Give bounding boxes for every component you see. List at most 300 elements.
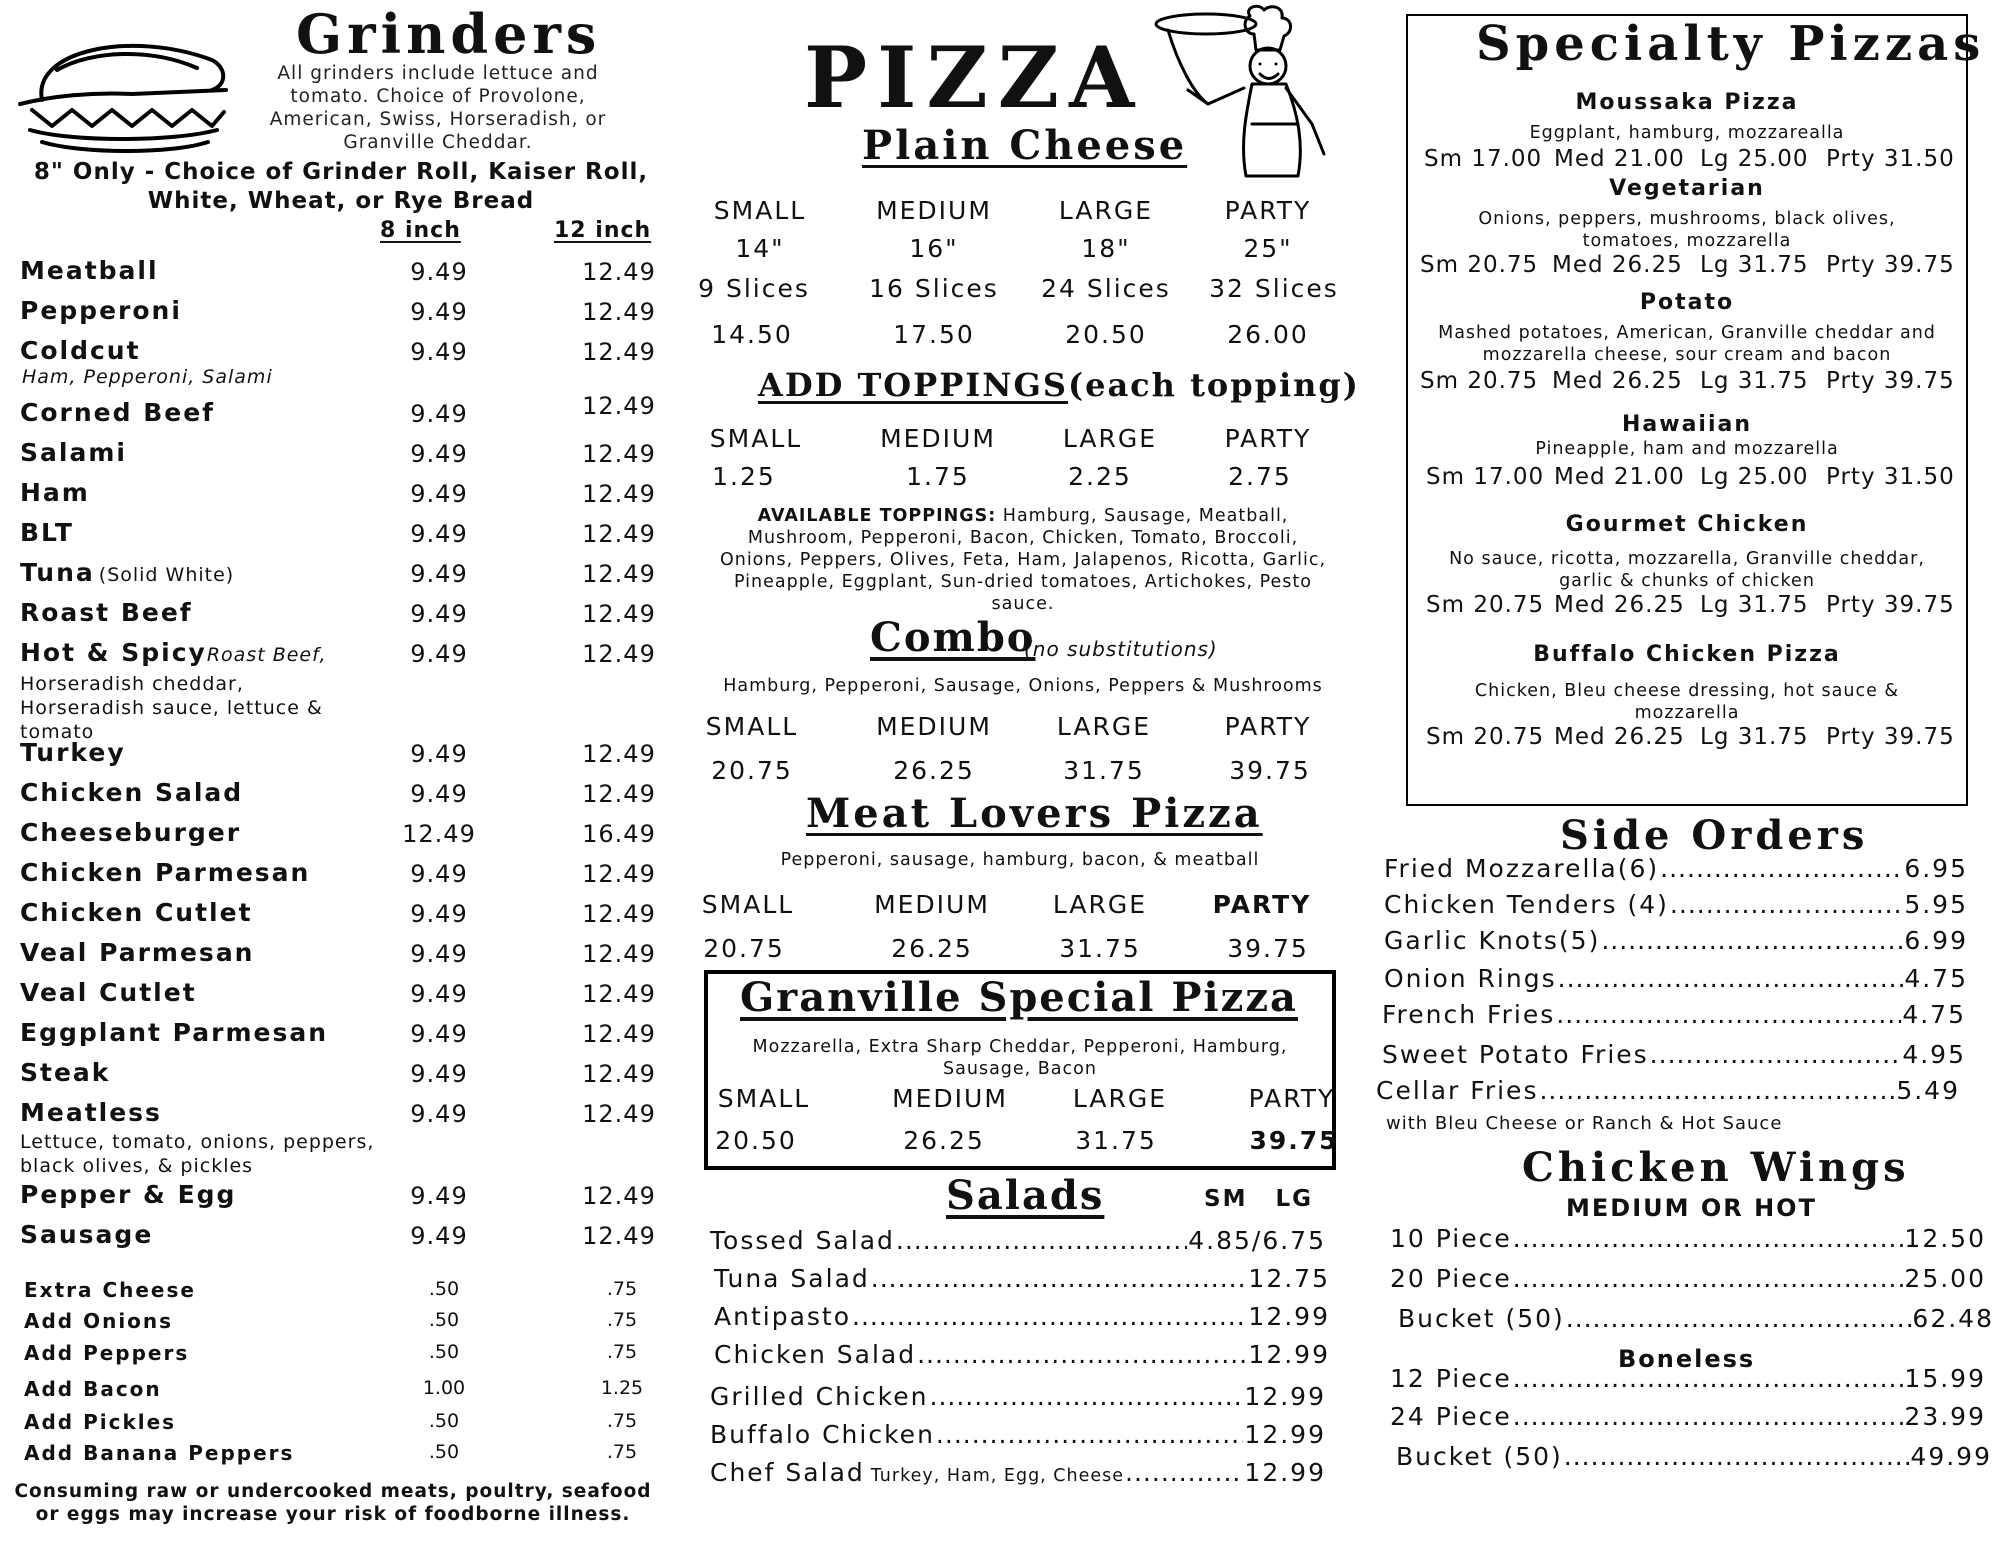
boneless-wing-name bbox=[1390, 1364, 1512, 1393]
salad-name-text: Buffalo Chicken bbox=[710, 1420, 935, 1449]
grinder-row bbox=[20, 778, 660, 818]
side-order-price: 4.75 bbox=[1904, 964, 1968, 993]
side-order-price: 4.75 bbox=[1902, 1000, 1966, 1029]
grinder-row bbox=[20, 1098, 660, 1177]
grinder-subtext: Horseradish cheddar, Horseradish sauce, lettuce & tomato bbox=[20, 673, 323, 743]
salad-row bbox=[710, 1420, 1326, 1449]
grinder-price-8-inch: 9.49 bbox=[410, 1020, 468, 1048]
grinder-price-8-inch: 9.49 bbox=[410, 1100, 468, 1128]
grinder-row bbox=[20, 638, 660, 743]
specialty-pizza-price: Sm 17.00 bbox=[1426, 464, 1545, 490]
specialty-pizza-name: Vegetarian bbox=[1609, 176, 1765, 201]
grinder-row bbox=[20, 818, 660, 858]
grinder-sandwich-illustration bbox=[12, 30, 232, 158]
grinder-price-8-inch: 9.49 bbox=[410, 860, 468, 888]
salads-title: Salads bbox=[946, 1172, 1105, 1219]
extra-price-12-inch: .75 bbox=[606, 1341, 638, 1363]
grinder-name-text: Meatless bbox=[20, 1098, 162, 1127]
grinder-name bbox=[20, 336, 141, 365]
side-order-row bbox=[1384, 926, 1968, 955]
specialty-pizza-price: Lg 31.75 bbox=[1700, 724, 1809, 750]
grinder-price-12-inch: 12.49 bbox=[582, 1222, 656, 1250]
specialty-pizza-description: Chicken, Bleu cheese dressing, hot sauce & mozzarella bbox=[1474, 681, 1900, 723]
specialty-pizza-price: Prty 39.75 bbox=[1826, 368, 1955, 394]
specialty-pizza-description: No sauce, ricotta, mozzarella, Granville cheddar, garlic & chunks of chicken bbox=[1449, 549, 1925, 591]
grinder-row bbox=[20, 558, 660, 598]
grinder-row bbox=[20, 738, 660, 778]
foodborne-illness-warning: Consuming raw or undercooked meats, poultry, seafood or eggs may increase your risk of foodborne illness. bbox=[14, 1481, 652, 1525]
grinder-name-text: Tuna bbox=[20, 558, 95, 587]
dotted-leader bbox=[1650, 1040, 1902, 1069]
granville-price: 39.75 bbox=[1249, 1126, 1339, 1155]
grinder-price-8-inch: 9.49 bbox=[410, 980, 468, 1008]
plain-inches: 14" bbox=[735, 234, 785, 263]
dotted-leader bbox=[1539, 1076, 1895, 1105]
specialty-pizza-price: Prty 39.75 bbox=[1826, 592, 1955, 618]
wing-name bbox=[1390, 1224, 1512, 1253]
salads-size-header: SM LG bbox=[1204, 1186, 1313, 1212]
grinder-name-text: Pepperoni bbox=[20, 296, 182, 325]
grinder-row bbox=[20, 336, 660, 388]
side-order-name bbox=[1384, 890, 1669, 919]
side-order-name bbox=[1382, 1000, 1555, 1029]
toppings-size-label: LARGE bbox=[1062, 424, 1158, 453]
extra-price-12-inch: .75 bbox=[606, 1278, 638, 1300]
grinder-name bbox=[20, 738, 126, 767]
grinder-price-12-inch: 12.49 bbox=[582, 338, 656, 366]
plain-slices: 24 Slices bbox=[1041, 274, 1171, 303]
grinder-name bbox=[20, 478, 90, 507]
grinder-row bbox=[20, 392, 660, 438]
grinder-row bbox=[20, 1018, 660, 1058]
specialty-pizza-price: Lg 31.75 bbox=[1700, 252, 1809, 278]
salad-name-text: Tuna Salad bbox=[714, 1264, 870, 1293]
specialty-pizza-description: Mashed potatoes, American, Granville cheddar and mozzarella cheese, sour cream and bacon bbox=[1438, 323, 1936, 365]
toppings-price: 1.25 bbox=[712, 462, 776, 491]
boneless-wing-row bbox=[1390, 1364, 1986, 1393]
combo-size-label: SMALL bbox=[705, 712, 799, 741]
grinder-name bbox=[20, 398, 215, 427]
boneless-label: Boneless bbox=[1618, 1345, 1756, 1373]
grinder-subtext: Ham, Pepperoni, Salami bbox=[22, 366, 273, 388]
grinder-price-8-inch: 9.49 bbox=[410, 740, 468, 768]
grinder-name bbox=[20, 1220, 153, 1249]
meat-lovers-price: 31.75 bbox=[1059, 934, 1141, 963]
grinder-name-text: Roast Beef bbox=[20, 598, 193, 627]
salad-price: 12.99 bbox=[1244, 1382, 1326, 1411]
side-order-name-text: Cellar Fries bbox=[1376, 1076, 1539, 1105]
dotted-leader bbox=[1660, 854, 1903, 883]
grinder-price-12-inch: 12.49 bbox=[582, 520, 656, 548]
grinder-name-text: Turkey bbox=[20, 738, 126, 767]
boneless-wing-name bbox=[1396, 1442, 1563, 1471]
plain-inches: 18" bbox=[1081, 234, 1131, 263]
grinder-note: (Solid White) bbox=[98, 564, 235, 586]
dotted-leader bbox=[1513, 1402, 1904, 1431]
specialty-pizza-price: Sm 20.75 bbox=[1420, 368, 1539, 394]
grinder-name bbox=[20, 818, 241, 847]
grinder-price-12-inch: 12.49 bbox=[582, 900, 656, 928]
granville-price: 26.25 bbox=[903, 1126, 985, 1155]
grinder-name bbox=[20, 1180, 236, 1209]
dotted-leader bbox=[1564, 1442, 1910, 1471]
side-order-row bbox=[1382, 1040, 1966, 1069]
extra-name: Add Bacon bbox=[24, 1377, 162, 1401]
plain-size-label: PARTY bbox=[1224, 196, 1312, 225]
grinder-price-8-inch: 9.49 bbox=[410, 520, 468, 548]
boneless-wing-name-text: 12 Piece bbox=[1390, 1364, 1512, 1393]
granville-size-label: MEDIUM bbox=[892, 1084, 1008, 1113]
combo-price: 26.25 bbox=[893, 756, 975, 785]
extra-price-8-inch: .50 bbox=[428, 1341, 460, 1363]
grinder-name bbox=[20, 858, 310, 887]
side-order-name bbox=[1382, 1040, 1649, 1069]
side-order-row bbox=[1382, 1000, 1966, 1029]
extra-price-12-inch: .75 bbox=[606, 1309, 638, 1331]
grinder-price-8-inch: 9.49 bbox=[410, 600, 468, 628]
grinder-subtext: Lettuce, tomato, onions, peppers, black olives, & pickles bbox=[20, 1131, 375, 1177]
extra-row bbox=[24, 1341, 660, 1371]
dotted-leader bbox=[1513, 1364, 1904, 1393]
salad-name bbox=[710, 1382, 929, 1411]
dotted-leader bbox=[1601, 926, 1903, 955]
side-order-name bbox=[1376, 1076, 1538, 1105]
pizza-title: PIZZA bbox=[804, 28, 1145, 127]
dotted-leader bbox=[852, 1302, 1247, 1331]
specialty-pizza-price: Prty 31.50 bbox=[1826, 146, 1955, 172]
grinders-title: Grinders bbox=[296, 2, 602, 66]
salad-price: 12.75 bbox=[1248, 1264, 1330, 1293]
plain-inches: 16" bbox=[909, 234, 959, 263]
grinder-name-text: Steak bbox=[20, 1058, 111, 1087]
extra-price-12-inch: .75 bbox=[606, 1410, 638, 1432]
grinder-row bbox=[20, 518, 660, 558]
wing-row bbox=[1390, 1264, 1986, 1293]
wing-price: 62.48 bbox=[1912, 1304, 1994, 1333]
salad-price: 12.99 bbox=[1248, 1302, 1330, 1331]
dotted-leader bbox=[1513, 1224, 1904, 1253]
extra-row bbox=[24, 1410, 660, 1440]
specialty-pizza-price: Sm 20.75 bbox=[1426, 592, 1545, 618]
grinder-row bbox=[20, 438, 660, 478]
chicken-wings-subtitle: MEDIUM OR HOT bbox=[1566, 1194, 1817, 1222]
side-order-row bbox=[1376, 1076, 1960, 1105]
combo-size-label: PARTY bbox=[1224, 712, 1312, 741]
grinder-price-8-inch: 9.49 bbox=[410, 780, 468, 808]
grinder-price-8-inch: 9.49 bbox=[410, 1060, 468, 1088]
meat-lovers-price: 20.75 bbox=[703, 934, 785, 963]
side-order-name-text: Garlic Knots(5) bbox=[1384, 926, 1601, 955]
specialty-pizza-price: Prty 31.50 bbox=[1826, 464, 1955, 490]
grinder-price-12-inch: 12.49 bbox=[582, 440, 656, 468]
grinder-price-8-inch: 9.49 bbox=[410, 940, 468, 968]
grinder-price-12-inch: 12.49 bbox=[582, 860, 656, 888]
granville-special-description: Mozzarella, Extra Sharp Cheddar, Pepperoni, Hamburg, Sausage, Bacon bbox=[752, 1037, 1288, 1079]
grinder-name bbox=[20, 638, 327, 667]
extra-price-8-inch: .50 bbox=[428, 1441, 460, 1463]
grinder-note: Roast Beef, bbox=[206, 644, 327, 666]
grinder-price-8-inch: 9.49 bbox=[410, 640, 468, 668]
toppings-price: 1.75 bbox=[906, 462, 970, 491]
grinder-price-12-inch: 16.49 bbox=[582, 820, 656, 848]
column-header-12-inch: 12 inch bbox=[554, 218, 652, 243]
dotted-leader bbox=[936, 1420, 1244, 1449]
grinder-row bbox=[20, 256, 660, 296]
grinder-name-text: Sausage bbox=[20, 1220, 154, 1249]
side-order-price: 5.49 bbox=[1896, 1076, 1960, 1105]
granville-special-title: Granville Special Pizza bbox=[740, 974, 1298, 1021]
plain-slices: 32 Slices bbox=[1209, 274, 1339, 303]
side-order-row bbox=[1384, 964, 1968, 993]
grinder-price-8-inch: 9.49 bbox=[410, 258, 468, 286]
grinder-price-12-inch: 12.49 bbox=[582, 600, 656, 628]
extra-row bbox=[24, 1278, 660, 1308]
salad-name-text: Tossed Salad bbox=[710, 1226, 895, 1255]
grinder-row bbox=[20, 938, 660, 978]
salad-name bbox=[710, 1458, 1124, 1487]
grinders-description: All grinders include lettuce and tomato. Choice of Provolone, American, Swiss, Horseradish, or Granville Cheddar. bbox=[269, 63, 607, 153]
combo-note: (no substitutions) bbox=[1024, 637, 1218, 661]
plain-inches: 25" bbox=[1243, 234, 1293, 263]
meat-lovers-size-label: SMALL bbox=[701, 890, 795, 919]
grinder-price-8-inch: 9.49 bbox=[410, 440, 468, 468]
dotted-leader bbox=[930, 1382, 1244, 1411]
grinder-name-text: Ham bbox=[20, 478, 90, 507]
salad-price: 12.99 bbox=[1244, 1420, 1326, 1449]
specialty-pizza-name: Hawaiian bbox=[1621, 412, 1753, 437]
side-order-row bbox=[1384, 890, 1968, 919]
side-order-row bbox=[1384, 854, 1968, 883]
toppings-size-label: PARTY bbox=[1224, 424, 1312, 453]
side-order-name-text: Chicken Tenders (4) bbox=[1384, 890, 1669, 919]
specialty-pizza-price: Sm 20.75 bbox=[1426, 724, 1545, 750]
salad-price: 4.85/6.75 bbox=[1188, 1226, 1326, 1255]
boneless-wing-price: 15.99 bbox=[1904, 1364, 1986, 1393]
salad-price: 12.99 bbox=[1248, 1340, 1330, 1369]
specialty-pizza-price: Sm 17.00 bbox=[1424, 146, 1543, 172]
specialty-pizza-prices bbox=[1406, 464, 1968, 494]
grinder-price-8-inch: 12.49 bbox=[402, 820, 476, 848]
dotted-leader bbox=[1566, 1304, 1912, 1333]
side-order-name bbox=[1384, 854, 1659, 883]
grinder-name-text: Hot & Spicy bbox=[20, 638, 207, 667]
salad-row bbox=[710, 1226, 1326, 1255]
side-orders-title: Side Orders bbox=[1560, 812, 1869, 859]
combo-price: 31.75 bbox=[1063, 756, 1145, 785]
salad-price: 12.99 bbox=[1244, 1458, 1326, 1487]
combo-price: 20.75 bbox=[711, 756, 793, 785]
dotted-leader bbox=[917, 1340, 1247, 1369]
specialty-pizza-price: Med 21.00 bbox=[1554, 146, 1685, 172]
salad-name bbox=[714, 1264, 870, 1293]
salad-note: Turkey, Ham, Egg, Cheese bbox=[870, 1466, 1125, 1486]
extra-price-8-inch: .50 bbox=[428, 1309, 460, 1331]
granville-size-label: LARGE bbox=[1072, 1084, 1168, 1113]
grinder-price-8-inch: 9.49 bbox=[410, 480, 468, 508]
grinder-row bbox=[20, 1220, 660, 1260]
wing-price: 12.50 bbox=[1904, 1224, 1986, 1253]
available-toppings-text: Hamburg, Sausage, Meatball, Mushroom, Pepperoni, Bacon, Chicken, Tomato, Broccoli, Onions, Peppers, Olives, Feta, Ham, Jalapenos, Ricotta, Garlic, Pineapple, Eggplant, Sun-dried tomatoes, Artichokes, Pesto sauce. bbox=[719, 506, 1327, 614]
side-orders-note: with Bleu Cheese or Ranch & Hot Sauce bbox=[1386, 1113, 1783, 1134]
grinder-name bbox=[20, 1018, 328, 1047]
specialty-pizza-prices bbox=[1406, 724, 1968, 754]
grinder-name-text: Pepper & Egg bbox=[20, 1180, 237, 1209]
wing-name-text: 10 Piece bbox=[1390, 1224, 1512, 1253]
grinder-price-8-inch: 9.49 bbox=[410, 900, 468, 928]
side-order-price: 5.95 bbox=[1904, 890, 1968, 919]
grinder-name bbox=[20, 938, 254, 967]
specialty-pizza-description: Onions, peppers, mushrooms, black olives, tomatoes, mozzarella bbox=[1478, 209, 1896, 251]
specialty-pizza-prices bbox=[1406, 592, 1968, 622]
specialty-pizza-name: Gourmet Chicken bbox=[1565, 512, 1809, 537]
plain-slices: 16 Slices bbox=[869, 274, 999, 303]
grinder-name bbox=[20, 256, 159, 285]
side-order-name bbox=[1384, 926, 1600, 955]
grinder-name bbox=[20, 1098, 162, 1127]
grinder-row bbox=[20, 296, 660, 336]
specialty-pizza-price: Lg 31.75 bbox=[1700, 368, 1809, 394]
grinder-name bbox=[20, 558, 234, 587]
grinder-price-8-inch: 9.49 bbox=[410, 338, 468, 366]
boneless-wing-row bbox=[1396, 1442, 1992, 1471]
grinder-price-12-inch: 12.49 bbox=[582, 1020, 656, 1048]
grinders-size-note: 8" Only - Choice of Grinder Roll, Kaiser Roll, White, Wheat, or Rye Bread bbox=[33, 159, 649, 214]
extra-row bbox=[24, 1309, 660, 1339]
grinder-row bbox=[20, 978, 660, 1018]
granville-size-label: PARTY bbox=[1248, 1084, 1336, 1113]
specialty-pizza-description: Eggplant, hamburg, mozzarealla bbox=[1529, 123, 1845, 143]
dotted-leader bbox=[1125, 1458, 1243, 1487]
grinder-name-text: Chicken Salad bbox=[20, 778, 244, 807]
dotted-leader bbox=[1556, 1000, 1901, 1029]
combo-title: Combo bbox=[870, 614, 1036, 661]
side-order-name-text: Sweet Potato Fries bbox=[1382, 1040, 1649, 1069]
available-toppings bbox=[708, 505, 1338, 615]
grinder-row bbox=[20, 858, 660, 898]
side-order-price: 4.95 bbox=[1902, 1040, 1966, 1069]
plain-price: 26.00 bbox=[1227, 320, 1309, 349]
grinder-name-text: Salami bbox=[20, 438, 127, 467]
grinder-name bbox=[20, 518, 74, 547]
boneless-wing-name bbox=[1390, 1402, 1512, 1431]
grinder-price-12-inch: 12.49 bbox=[582, 298, 656, 326]
grinder-price-12-inch: 12.49 bbox=[582, 480, 656, 508]
specialty-pizza-name: Potato bbox=[1639, 290, 1735, 315]
grinder-row bbox=[20, 598, 660, 638]
wing-name bbox=[1390, 1264, 1512, 1293]
combo-size-label: LARGE bbox=[1056, 712, 1152, 741]
grinder-price-12-inch: 12.49 bbox=[582, 780, 656, 808]
toppings-price: 2.25 bbox=[1068, 462, 1132, 491]
grinder-name-text: Eggplant Parmesan bbox=[20, 1018, 329, 1047]
extra-row bbox=[24, 1441, 660, 1471]
grinder-price-12-inch: 12.49 bbox=[582, 980, 656, 1008]
grinder-name-text: Chicken Parmesan bbox=[20, 858, 311, 887]
meat-lovers-size-label: LARGE bbox=[1052, 890, 1148, 919]
side-order-name bbox=[1384, 964, 1557, 993]
extra-price-8-inch: .50 bbox=[428, 1410, 460, 1432]
plain-size-label: MEDIUM bbox=[876, 196, 992, 225]
combo-price: 39.75 bbox=[1229, 756, 1311, 785]
specialty-pizza-price: Prty 39.75 bbox=[1826, 252, 1955, 278]
extra-row bbox=[24, 1377, 660, 1407]
side-order-price: 6.99 bbox=[1904, 926, 1968, 955]
dotted-leader bbox=[1513, 1264, 1904, 1293]
toppings-size-label: SMALL bbox=[709, 424, 803, 453]
grinder-name-text: Veal Cutlet bbox=[20, 978, 197, 1007]
wing-price: 25.00 bbox=[1904, 1264, 1986, 1293]
grinder-row bbox=[20, 478, 660, 518]
grinder-name-text: Coldcut bbox=[20, 336, 141, 365]
salad-name bbox=[710, 1420, 935, 1449]
grinder-price-8-inch: 9.49 bbox=[410, 1182, 468, 1210]
granville-price: 31.75 bbox=[1075, 1126, 1157, 1155]
grinder-price-12-inch: 12.49 bbox=[582, 740, 656, 768]
available-toppings-label: AVAILABLE TOPPINGS: bbox=[757, 506, 997, 526]
grinder-price-12-inch: 12.49 bbox=[582, 392, 656, 420]
plain-price: 20.50 bbox=[1065, 320, 1147, 349]
extra-price-12-inch: .75 bbox=[606, 1441, 638, 1463]
grinder-price-12-inch: 12.49 bbox=[582, 1182, 656, 1210]
specialty-pizza-price: Med 26.25 bbox=[1552, 252, 1683, 278]
grinder-price-8-inch: 9.49 bbox=[410, 560, 468, 588]
specialty-pizza-price: Med 21.00 bbox=[1554, 464, 1685, 490]
grinder-price-8-inch: 9.49 bbox=[410, 400, 468, 428]
extra-price-8-inch: 1.00 bbox=[422, 1377, 466, 1399]
grinder-name bbox=[20, 778, 243, 807]
grinder-price-12-inch: 12.49 bbox=[582, 560, 656, 588]
grinder-name bbox=[20, 438, 127, 467]
salad-name-text: Grilled Chicken bbox=[710, 1382, 929, 1411]
salad-row bbox=[714, 1302, 1330, 1331]
plain-price: 14.50 bbox=[711, 320, 793, 349]
wing-name-text: Bucket (50) bbox=[1398, 1304, 1565, 1333]
dotted-leader bbox=[1670, 890, 1903, 919]
wing-row bbox=[1398, 1304, 1994, 1333]
grinder-price-12-inch: 12.49 bbox=[582, 1100, 656, 1128]
wing-name bbox=[1398, 1304, 1565, 1333]
dotted-leader bbox=[1558, 964, 1904, 993]
extra-price-12-inch: 1.25 bbox=[600, 1377, 644, 1399]
specialty-pizza-prices bbox=[1406, 252, 1968, 282]
specialty-pizza-prices bbox=[1406, 368, 1968, 398]
salad-row bbox=[710, 1458, 1326, 1487]
boneless-wing-name-text: Bucket (50) bbox=[1396, 1442, 1563, 1471]
add-toppings-label: ADD TOPPINGS bbox=[758, 366, 1068, 404]
plain-slices: 9 Slices bbox=[698, 274, 810, 303]
wing-name-text: 20 Piece bbox=[1390, 1264, 1512, 1293]
grinder-name bbox=[20, 296, 182, 325]
plain-cheese-title: Plain Cheese bbox=[862, 122, 1188, 169]
side-order-name-text: French Fries bbox=[1382, 1000, 1556, 1029]
grinder-name-text: Cheeseburger bbox=[20, 818, 242, 847]
grinder-name bbox=[20, 978, 197, 1007]
boneless-wing-row bbox=[1390, 1402, 1986, 1431]
meat-lovers-price: 26.25 bbox=[891, 934, 973, 963]
extra-price-8-inch: .50 bbox=[428, 1278, 460, 1300]
salad-name bbox=[714, 1340, 916, 1369]
add-toppings-title bbox=[758, 366, 1360, 404]
toppings-size-label: MEDIUM bbox=[880, 424, 996, 453]
grinder-price-12-inch: 12.49 bbox=[582, 258, 656, 286]
dotted-leader bbox=[871, 1264, 1248, 1293]
plain-price: 17.50 bbox=[893, 320, 975, 349]
extra-name: Add Pickles bbox=[24, 1410, 177, 1434]
salad-name bbox=[710, 1226, 895, 1255]
grinder-name-text: Veal Parmesan bbox=[20, 938, 255, 967]
specialty-pizza-price: Med 26.25 bbox=[1554, 724, 1685, 750]
salad-row bbox=[714, 1264, 1330, 1293]
